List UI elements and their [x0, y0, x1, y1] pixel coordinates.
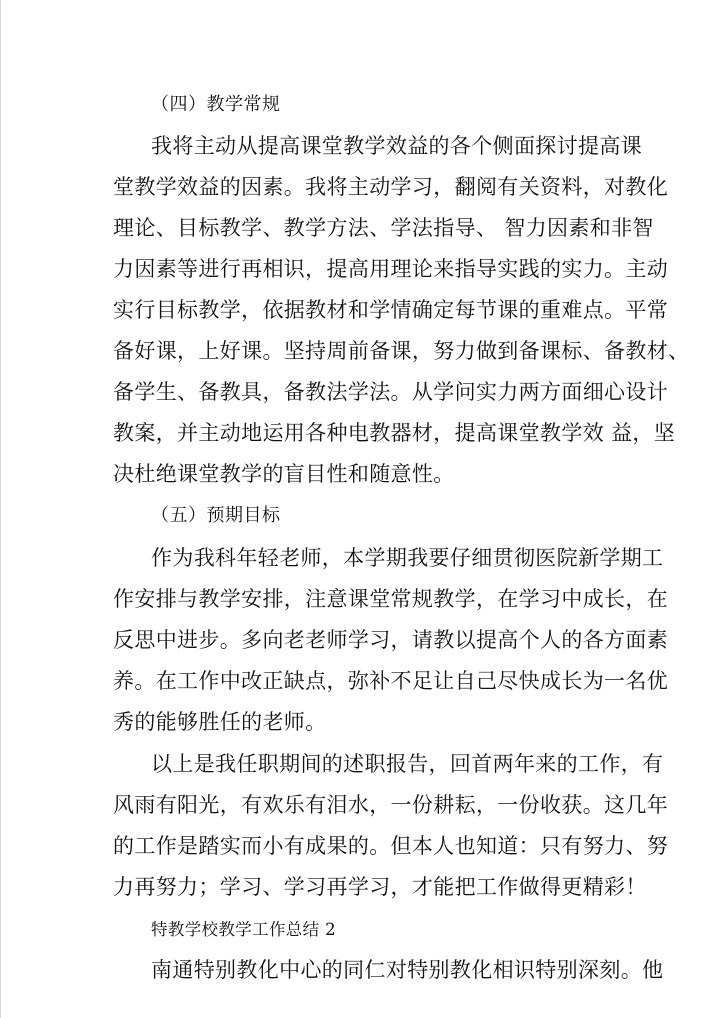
section-title: 特教学校教学工作总结 2	[151, 920, 336, 939]
section-heading-five: （五）预期目标	[151, 505, 281, 526]
paragraph-line: 教案，并主动地运用各种电教器材，提高课堂教学效 益，坚	[113, 421, 676, 445]
paragraph-line: 反思中进步。多向老老师学习，请教以提高个人的各方面素	[113, 628, 669, 652]
section-heading-four: （四）教学常规	[151, 94, 281, 115]
paragraph-line: 我将主动从提高课堂教学效益的各个侧面探讨提高课	[151, 134, 643, 158]
paragraph-line: 堂教学效益的因素。我将主动学习，翻阅有关资料，对教化	[113, 175, 669, 199]
paragraph-line: 风雨有阳光，有欢乐有泪水，一份耕耘，一份收获。这几年	[113, 793, 669, 817]
paragraph-line: 秀的能够胜任的老师。	[113, 710, 327, 734]
paragraph-line: 作为我科年轻老师，本学期我要仔细贯彻医院新学期工	[151, 546, 664, 570]
paragraph-line: 的工作是踏实而小有成果的。但本人也知道：只有努力、努	[113, 834, 669, 858]
paragraph-line: 南通特别教化中心的同仁对特别教化相识特别深刻。他	[151, 958, 664, 982]
paragraph-line: 理论、目标教学、教学方法、学法指导、 智力因素和非智	[113, 216, 654, 240]
paragraph-line: 决杜绝课堂教学的盲目性和随意性。	[113, 462, 455, 486]
paragraph-line: 实行目标教学，依据教材和学情确定每节课的重难点。平常	[113, 298, 669, 322]
paragraph-line: 力因素等进行再相识，提高用理论来指导实践的实力。主动	[113, 257, 669, 281]
paragraph-line: 力再努力；学习、学习再学习，才能把工作做得更精彩！	[113, 875, 647, 899]
paragraph-line: 以上是我任职期间的述职报告，回首两年来的工作，有	[151, 752, 664, 776]
paragraph-line: 备好课，上好课。坚持周前备课，努力做到备课标、备教材、	[113, 339, 690, 363]
paragraph-line: 作安排与教学安排，注意课堂常规教学，在学习中成长，在	[113, 587, 669, 611]
paragraph-line: 养。在工作中改正缺点，弥补不足让自己尽快成长为一名优	[113, 669, 669, 693]
paragraph-line: 备学生、备教具，备教法学法。从学问实力两方面细心设计	[113, 380, 669, 404]
